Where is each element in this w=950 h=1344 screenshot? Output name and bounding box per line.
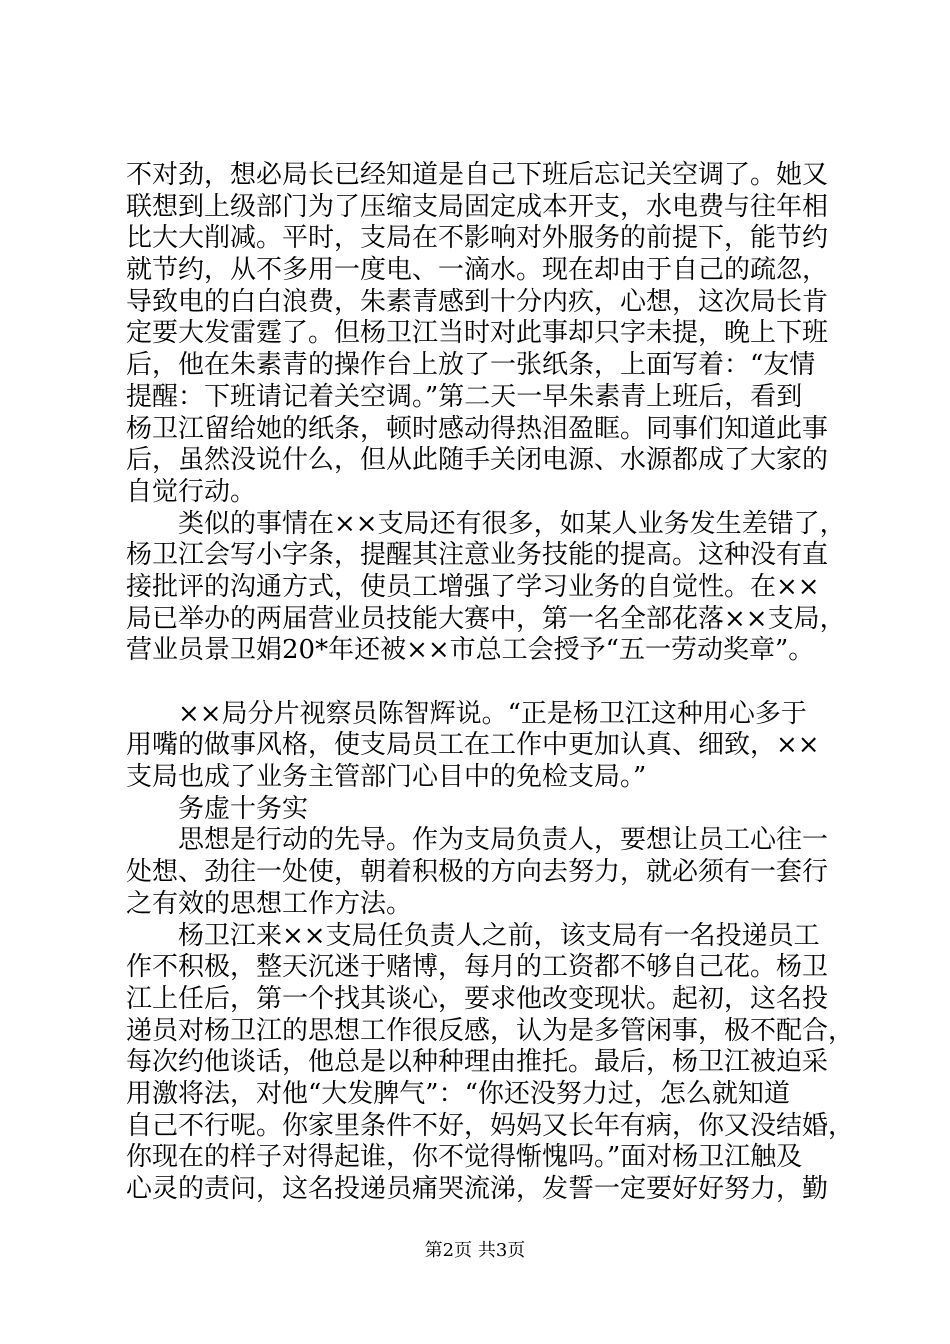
text-line: 类似的事情在××支局还有很多，如某人业务发生差错了， — [178, 508, 846, 539]
text-line: 提醒：下班请记着关空调。”第二天一早朱素青上班后，看到 — [126, 381, 803, 412]
text-line: 务虚十务实 — [178, 793, 309, 824]
text-line: 用嘴的做事风格，使支局员工在工作中更加认真、细致，×× — [126, 730, 820, 761]
text-line: 杨卫江留给她的纸条，顿时感动得热泪盈眶。同事们知道此事 — [126, 413, 829, 444]
text-line: 之有效的思想工作方法。 — [126, 888, 413, 919]
text-line: ××局分片视察员陈智辉说。“正是杨卫江这种用心多于 — [178, 698, 807, 729]
text-line: 局已举办的两届营业员技能大赛中，第一名全部花落××支局， — [126, 603, 846, 634]
text-line: 心灵的责问，这名投递员痛哭流涕，发誓一定要好好努力，勤 — [126, 1174, 829, 1204]
text-line: 后，虽然没说什么，但从此随手关闭电源、水源都成了大家的 — [126, 445, 829, 476]
paragraph — [126, 508, 846, 667]
text-line: 后，他在朱素青的操作台上放了一张纸条，上面写着：“友情 — [126, 350, 816, 381]
text-line: 定要大发雷霆了。但杨卫江当时对此事却只字未提，晚上下班 — [126, 318, 829, 349]
text-line: 不对劲，想必局长已经知道是自己下班后忘记关空调了。她又 — [126, 160, 829, 190]
paragraph — [126, 794, 826, 826]
body-text — [126, 160, 855, 1206]
text-line: 导致电的白白浪费，朱素青感到十分内疚，心想，这次局长肯 — [126, 286, 829, 317]
text-line: 每次约他谈话，他总是以种种理由推托。最后，杨卫江被迫采 — [126, 1047, 829, 1078]
text-line: 比大大削减。平时，支局在不影响对外服务的前提下，能节约 — [126, 223, 829, 254]
text-line: 杨卫江会写小字条，提醒其注意业务技能的提高。这种没有直 — [126, 540, 829, 571]
text-line: 你现在的样子对得起谁，你不觉得惭愧吗。”面对杨卫江触及 — [126, 1142, 803, 1173]
text-line: 接批评的沟通方式，使员工增强了学习业务的自觉性。在×× — [126, 571, 820, 602]
paragraph — [126, 920, 855, 1206]
page-footer: 第2页 共3页 — [424, 1240, 526, 1261]
text-line: 思想是行动的先导。作为支局负责人，要想让员工心往一 — [178, 825, 829, 856]
text-line: 江上任后，第一个找其谈心，要求他改变现状。起初，这名投 — [126, 983, 829, 1014]
text-line: 用激将法，对他“大发脾气”：“你还没努力过，怎么就知道 — [126, 1078, 790, 1109]
paragraph-gap — [126, 667, 826, 699]
text-line: 支局也成了业务主管部门心目中的免检支局。” — [126, 762, 647, 793]
paragraph — [126, 699, 826, 794]
text-line: 处想、劲往一处使，朝着积极的方向去努力，就必须有一套行 — [126, 857, 829, 888]
text-line: 递员对杨卫江的思想工作很反感，认为是多管闲事，极不配合， — [126, 1015, 855, 1046]
text-line: 自己不行呢。你家里条件不好，妈妈又长年有病，你又没结婚， — [126, 1110, 855, 1141]
text-line: 杨卫江来××支局任负责人之前，该支局有一名投递员工 — [178, 920, 820, 951]
paragraph — [126, 160, 829, 509]
text-line: 作不积极，整天沉迷于赌博，每月的工资都不够自己花。杨卫 — [126, 952, 829, 983]
text-line: 联想到上级部门为了压缩支局固定成本开支，水电费与往年相 — [126, 191, 829, 222]
text-line: 就节约，从不多用一度电、一滴水。现在却由于自己的疏忽， — [126, 255, 829, 286]
paragraph — [126, 825, 829, 920]
text-line: 自觉行动。 — [126, 476, 257, 507]
text-line: 营业员景卫娟20*年还被××市总工会授予“五一劳动奖章”。 — [126, 635, 815, 666]
